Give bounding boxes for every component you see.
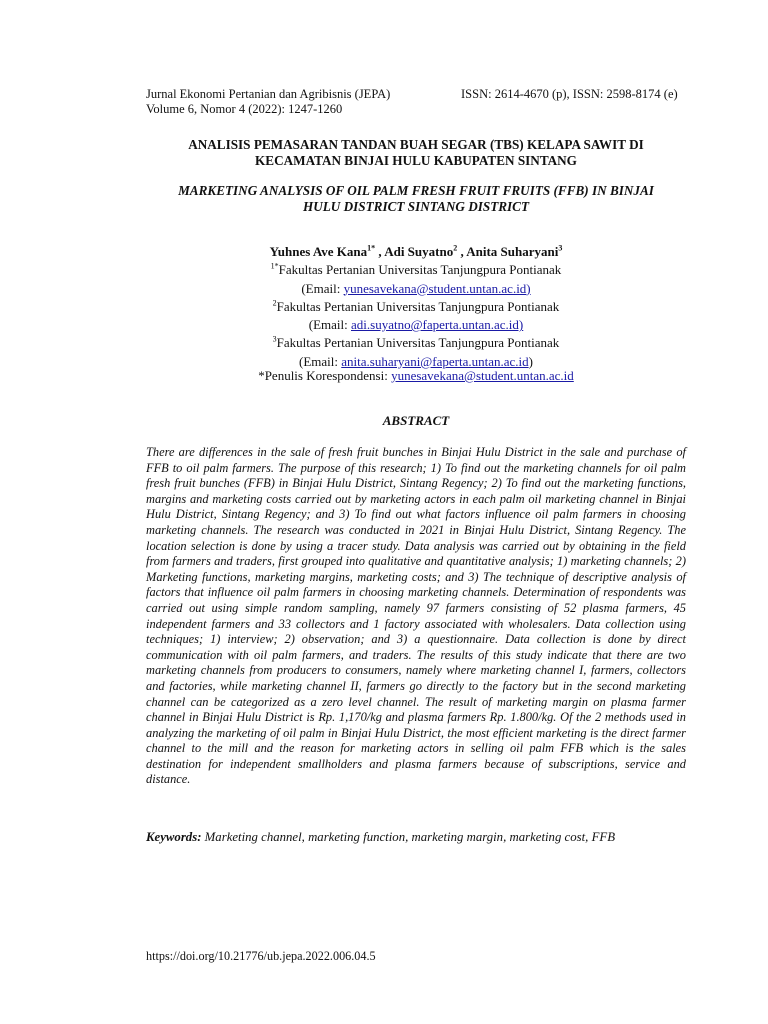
abstract-heading: ABSTRACT bbox=[382, 413, 450, 428]
author-superscript: 2 bbox=[453, 243, 458, 253]
author-superscript: 3 bbox=[558, 243, 563, 253]
journal-header-left bbox=[146, 87, 390, 117]
affiliation-institution bbox=[146, 334, 686, 352]
correspondence-label: *Penulis Korespondensi: bbox=[258, 368, 392, 383]
keywords-label: Keywords: bbox=[146, 830, 202, 844]
author-name: Yuhnes Ave Kana bbox=[269, 244, 368, 259]
affiliation-1 bbox=[146, 261, 686, 298]
email-link[interactable]: adi.suyatno@faperta.untan.ac.id) bbox=[351, 317, 524, 333]
author-separator: , bbox=[375, 244, 385, 259]
email-link[interactable]: yunesavekana@student.untan.ac.id) bbox=[343, 280, 531, 296]
title-english bbox=[146, 183, 686, 215]
correspondence-email-link[interactable]: yunesavekana@student.untan.ac.id bbox=[391, 368, 574, 383]
affiliation-text: Fakultas Pertanian Universitas Tanjungpura Pontianak bbox=[276, 298, 560, 314]
affiliation-superscript: 1* bbox=[270, 261, 279, 271]
email-suffix: ) bbox=[528, 353, 533, 369]
author-name: Adi Suyatno bbox=[384, 244, 454, 259]
affiliation-2 bbox=[146, 298, 686, 335]
email-prefix: (Email: bbox=[299, 353, 342, 369]
affiliation-text: Fakultas Pertanian Universitas Tanjungpura Pontianak bbox=[276, 335, 560, 351]
author-separator: , bbox=[457, 244, 467, 259]
journal-volume: Volume 6, Nomor 4 (2022): 1247-1260 bbox=[146, 102, 343, 116]
title-indonesian-line-1: ANALISIS PEMASARAN TANDAN BUAH SEGAR (TBS) KELAPA SAWIT DI bbox=[188, 137, 644, 152]
affiliation-superscript: 3 bbox=[272, 335, 277, 345]
correspondence-line bbox=[146, 368, 686, 384]
affiliation-3 bbox=[146, 334, 686, 371]
title-english-line-2: HULU DISTRICT SINTANG DISTRICT bbox=[302, 199, 530, 214]
email-prefix: (Email: bbox=[301, 280, 344, 296]
abstract-body: There are differences in the sale of fresh fruit bunches in Binjai Hulu District in the sale and purchase of FFB to oil palm farmers. The purpose of this research; 1) To find out the marketing channels for oil palm fresh fruit bunches (FFB) in Binjai Hulu District, Sintang Regency; 2) To find out the marketing functions, margins and marketing costs carried out by marketing actors in each palm oil marketing channel in Binjai Hulu District, Sintang Regency; and 3) To find out what factors influence oil palm farmers in choosing marketing channels. The research was conducted in 2021 in Binjai Hulu District, Sintang Regency. The location selection is done by using a tracer study. Data analysis was carried out by obtaining in the field from farmers and traders, first grouped into qualitative and quantitative analysis; 1) marketing channels; 2) Marketing functions, marketing margins, marketing costs; and 3) The technique of descriptive analysis of factors that influence oil palm farmers in choosing marketing channels. Determination of respondents was carried out using simple random sampling, namely 97 farmers consisting of 52 plasma farmers, 45 independent farmers and 33 collectors and 1 factory associated with wholesalers. Data collection using techniques; 1) interview; 2) observation; and 3) a questionnaire. Data collection is done by direct communication with oil palm farmers, and traders. The results of this study indicate that there are two marketing channels from producers to consumers, namely where marketing channel I, farmers, collectors and factories, while marketing channel II, farmers go directly to the factory but in the second marketing channel can be categorized as a zero level channel. The result of marketing margin on plasma farmer channel in Binjai Hulu District is Rp. 1,170/kg and plasma farmers Rp. 1.800/kg. Of the 2 methods used in analyzing the marketing of oil palm in Binjai Hulu District, the most efficient marketing is the direct farmer channel to the mill and the reason for marketing actors in selling oil palm FFB which is the sales destination for independent smallholders and plasma farmers because of subscriptions, service and distance. bbox=[146, 445, 686, 787]
affiliation-institution bbox=[146, 261, 686, 279]
article-title-block bbox=[146, 137, 686, 215]
title-indonesian bbox=[146, 137, 686, 169]
journal-issn: ISSN: 2614-4670 (p), ISSN: 2598-8174 (e) bbox=[461, 87, 678, 101]
keywords-line bbox=[146, 829, 686, 845]
affiliation-text: Fakultas Pertanian Universitas Tanjungpura Pontianak bbox=[278, 262, 562, 278]
journal-name: Jurnal Ekonomi Pertanian dan Agribisnis (JEPA) bbox=[146, 87, 391, 101]
author-name: Anita Suharyani bbox=[466, 244, 559, 259]
affiliation-email-line bbox=[146, 280, 686, 298]
author-superscript: 1* bbox=[367, 243, 376, 253]
affiliation-email-line bbox=[146, 316, 686, 334]
affiliation-institution bbox=[146, 298, 686, 316]
title-english-line-1: MARKETING ANALYSIS OF OIL PALM FRESH FRUIT FRUITS (FFB) IN BINJAI bbox=[178, 183, 654, 198]
email-link[interactable]: anita.suharyani@faperta.untan.ac.id bbox=[341, 353, 529, 369]
keywords-text: Marketing channel, marketing function, marketing margin, marketing cost, FFB bbox=[201, 830, 616, 844]
email-prefix: (Email: bbox=[308, 317, 351, 333]
doi-footer[interactable]: https://doi.org/10.21776/ub.jepa.2022.006.04.5 bbox=[146, 949, 376, 963]
authors-block bbox=[146, 243, 686, 371]
affiliation-superscript: 2 bbox=[272, 298, 277, 308]
title-indonesian-line-2: KECAMATAN BINJAI HULU KABUPATEN SINTANG bbox=[255, 153, 577, 168]
author-list bbox=[146, 243, 686, 261]
